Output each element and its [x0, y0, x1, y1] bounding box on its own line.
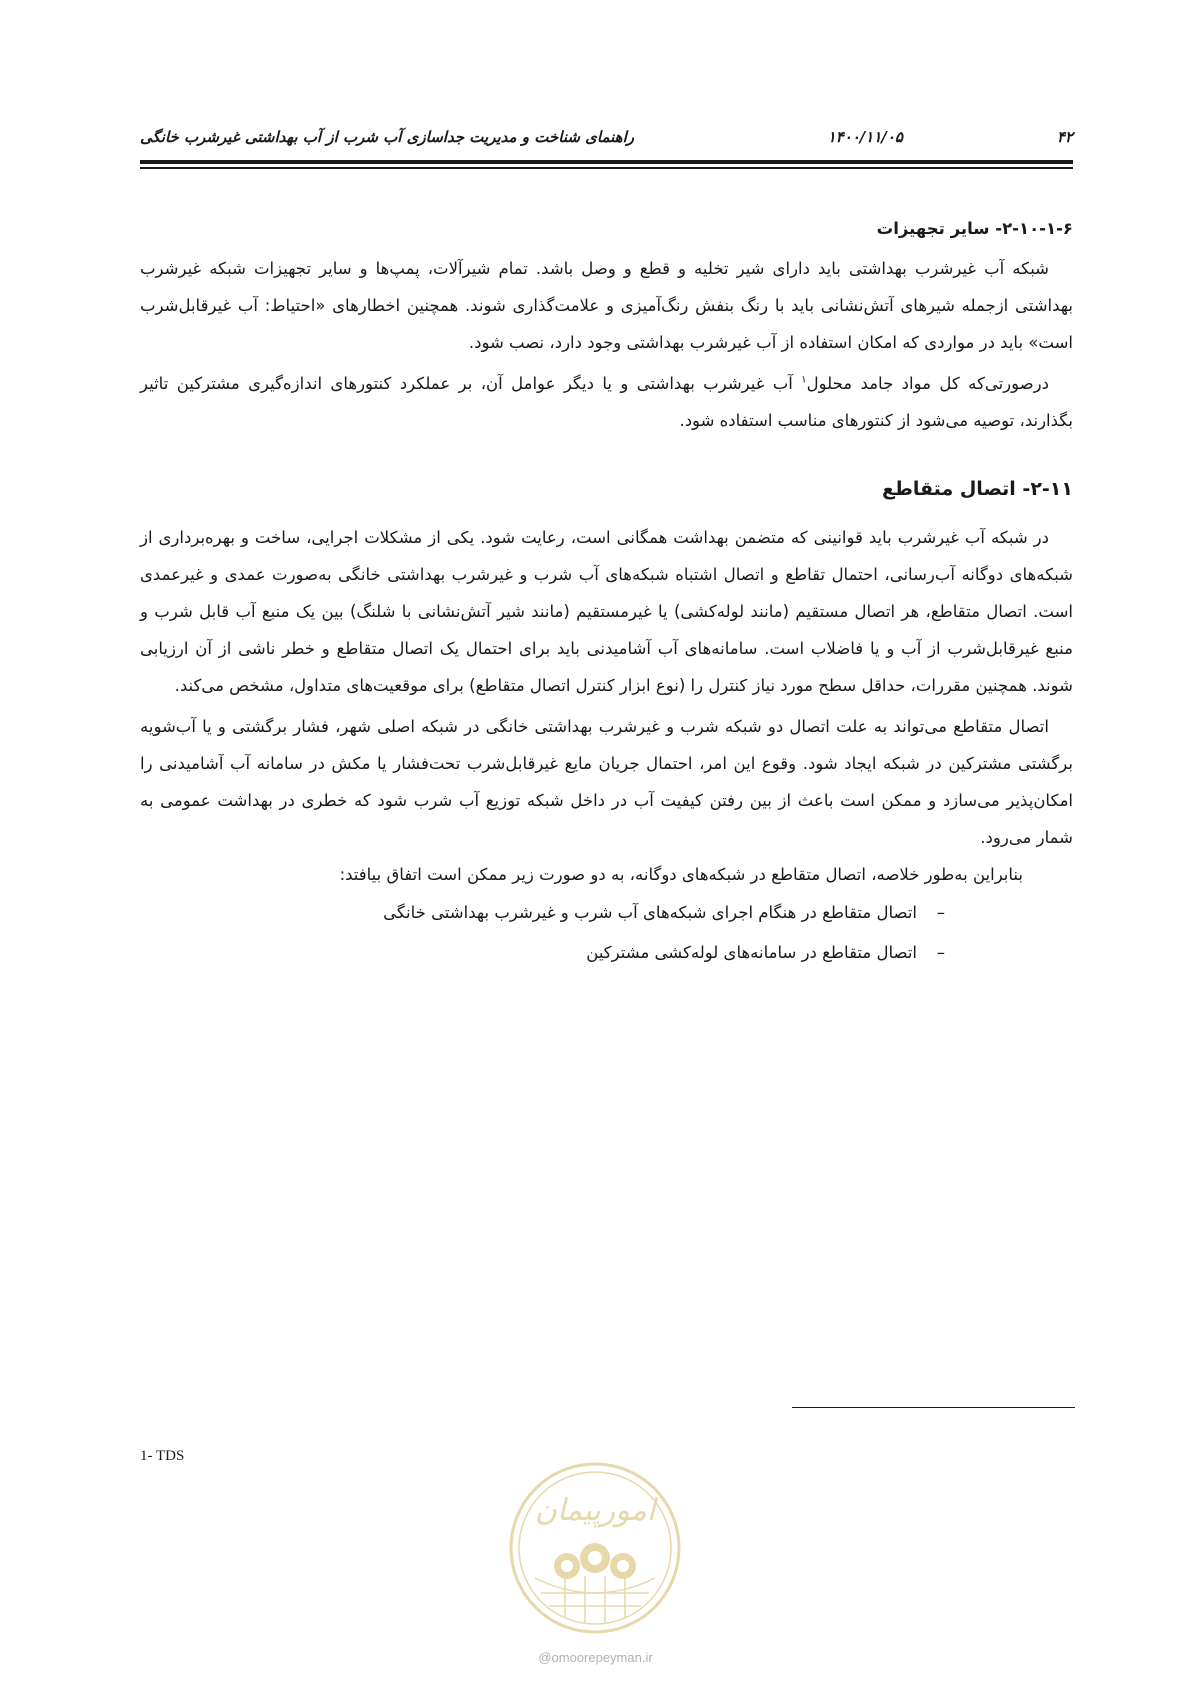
list-item-text: اتصال متقاطع در سامانه‌های لوله‌کشی مشترکین	[586, 943, 917, 962]
dash-bullet: –	[936, 943, 945, 962]
footnote: 1- TDS	[140, 1448, 185, 1464]
paragraph-with-footnote	[140, 365, 1073, 439]
watermark-logo-text: امورپیمان	[534, 1493, 656, 1528]
footnote-separator	[792, 1407, 1075, 1408]
running-header	[140, 128, 1073, 152]
bullet-list	[140, 893, 1073, 973]
section-heading-2-11: ۲-۱۱- اتصال متقاطع	[882, 478, 1073, 500]
paragraph-text: آب غیرشرب بهداشتی و یا دیگر عوامل آن، بر عملکرد کنتورهای اندازه‌گیری مشترکین تاثیر بگذارند، توصیه می‌شود از کنتورهای مناسب استفاده شود.	[140, 374, 1073, 430]
list-item	[140, 893, 1073, 933]
watermark-logo	[505, 1458, 685, 1638]
paragraph-text: درصورتی‌که کل مواد جامد محلول	[806, 374, 1049, 393]
list-item-text: اتصال متقاطع در هنگام اجرای شبکه‌های آب شرب و غیرشرب بهداشتی خانگی	[383, 903, 917, 922]
section-heading-2-10-1-6: ۲-۱۰-۱-۶- سایر تجهیزات	[876, 219, 1073, 238]
watermark-url: @omoorepeyman.ir	[538, 1650, 653, 1665]
paragraph: اتصال متقاطع می‌تواند به علت اتصال دو شبکه شرب و غیرشرب بهداشتی خانگی در شبکه اصلی شهر، فشار برگشتی و یا آب‌شویه برگشتی مشترکین در شبکه ایجاد شود. وقوع این امر، احتمال جریان مایع غیرقابل‌شرب تحت‌فشار یا مکش در سامانه آب آشامیدنی را امکان‌پذیر می‌سازد و ممکن است باعث از بین رفتن کیفیت آب در داخل شبکه توزیع آب شرب شود که خطری در بهداشت عمومی به شمار می‌رود.	[140, 717, 1073, 847]
list-item	[140, 933, 1073, 973]
body-content	[140, 214, 1073, 973]
header-rule-thick	[140, 160, 1073, 164]
header-date: ۱۴۰۰/۱۱/۰۵	[827, 128, 903, 146]
page-number: ۴۲	[1056, 128, 1073, 146]
running-title: راهنمای شناخت و مدیریت جداسازی آب شرب از آب بهداشتی غیرشرب خانگی	[140, 128, 634, 146]
header-rule-thin	[140, 167, 1073, 169]
footnote-marker: ۱	[801, 374, 807, 386]
paragraph: شبکه آب غیرشرب بهداشتی باید دارای شیر تخلیه و قطع و وصل باشد. تمام شیرآلات، پمپ‌ها و سایر تجهیزات شبکه غیرشرب بهداشتی ازجمله شیرهای آتش‌نشانی باید با رنگ بنفش رنگ‌آمیزی و علامت‌گذاری شوند. همچنین اخطارهای «احتیاط: آب غیرقابل‌شرب است» باید در مواردی که امکان استفاده از آب غیرشرب بهداشتی وجود دارد، نصب شود.	[140, 259, 1073, 352]
list-intro: بنابراین به‌طور خلاصه، اتصال متقاطع در شبکه‌های دوگانه، به دو صورت زیر ممکن است اتفاق بیافتد:	[339, 865, 1023, 884]
dash-bullet: –	[936, 903, 945, 922]
paragraph: در شبکه آب غیرشرب باید قوانینی که متضمن بهداشت همگانی است، رعایت شود. یکی از مشکلات اجرایی، ساخت و بهره‌برداری از شبکه‌های دوگانه آب‌رسانی، احتمال تقاطع و اتصال اشتباه شبکه‌های آب شرب و غیرشرب بهداشتی خانگی به‌صورت عمدی و غیرعمدی است. اتصال متقاطع، هر اتصال مستقیم (مانند لوله‌کشی) یا غیرمستقیم (مانند شیر آتش‌نشانی با شلنگ) بین یک منبع آب قابل شرب و منبع غیرقابل‌شرب از آب و یا فاضلاب است. سامانه‌های آب آشامیدنی باید برای احتمال یک اتصال متقاطع و خطر ناشی از آن ارزیابی شوند. همچنین مقررات، حداقل سطح مورد نیاز کنترل را (نوع ابزار کنترل اتصال متقاطع) برای موقعیت‌های متداول، مشخص می‌کند.	[140, 528, 1073, 695]
